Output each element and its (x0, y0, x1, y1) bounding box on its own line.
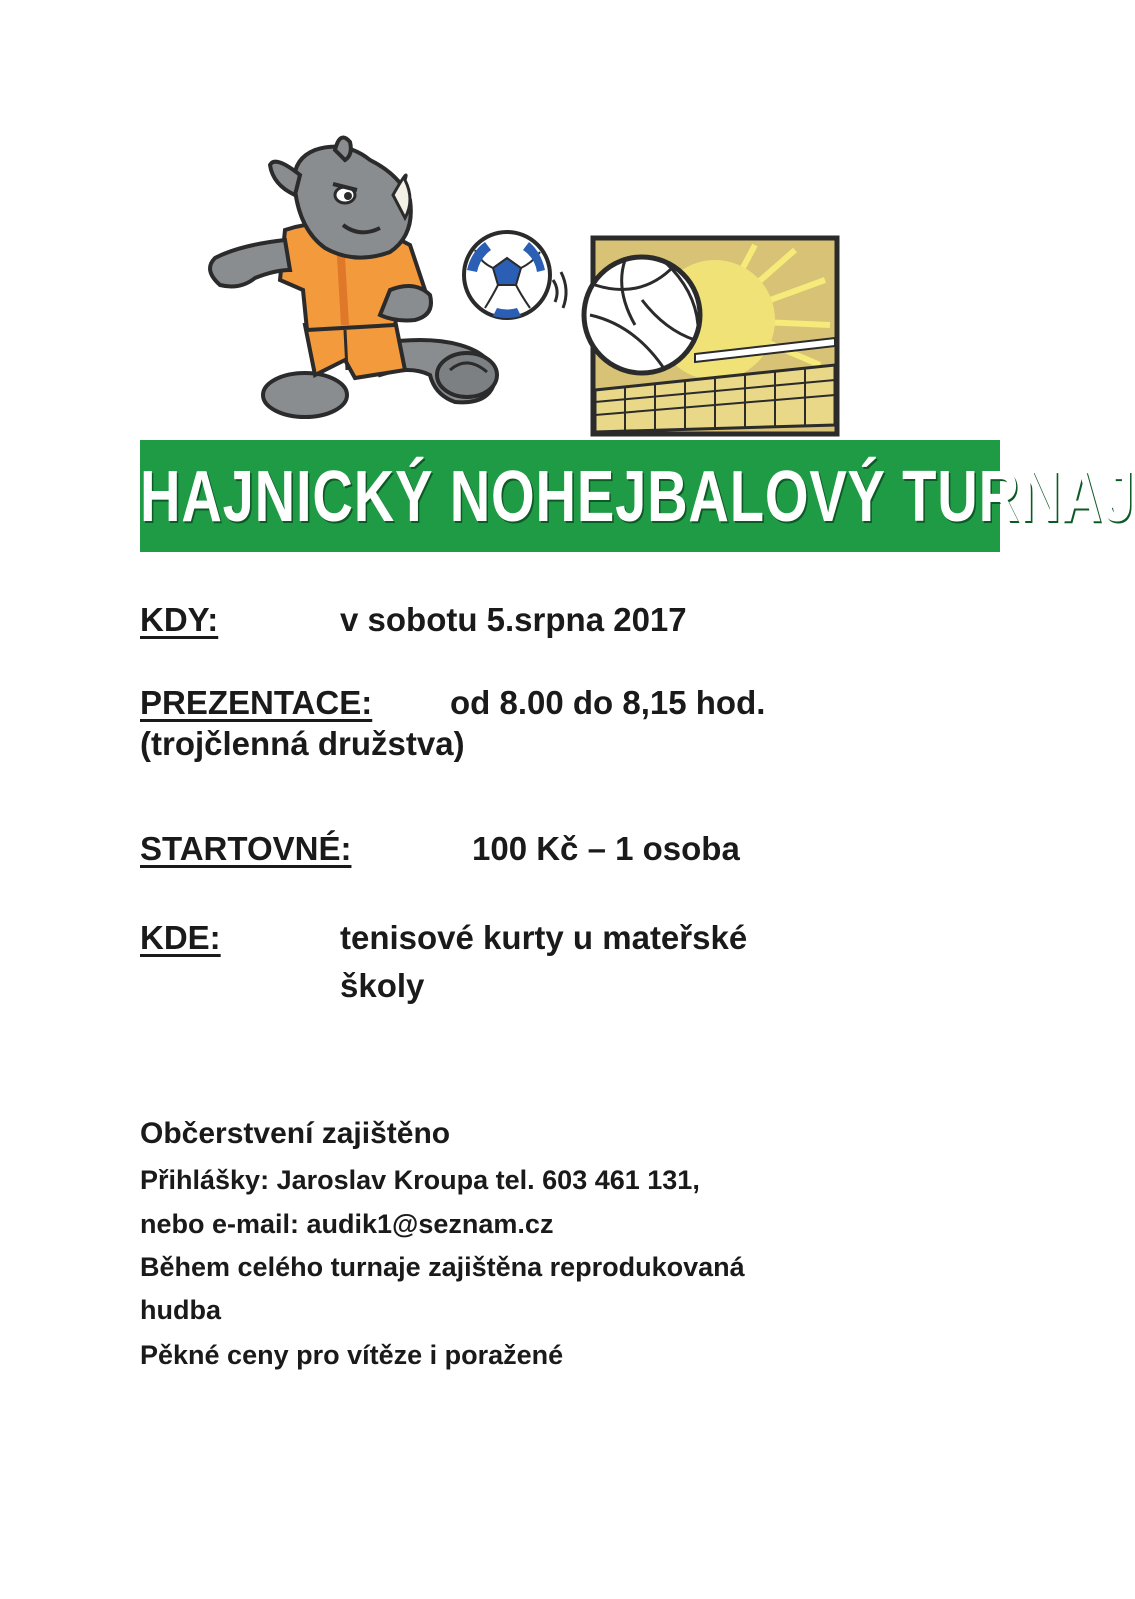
where-value-line1: tenisové kurty u mateřské (340, 919, 748, 956)
illustration (195, 140, 855, 440)
refreshments-note: Občerstvení zajištěno (140, 1117, 451, 1150)
prizes-note: Pěkné ceny pro vítěze i poražené (140, 1340, 564, 1370)
title-banner (140, 440, 1135, 552)
volleyball-net-icon (584, 238, 837, 434)
where-label: KDE: (140, 919, 221, 956)
fee-value: 100 Kč – 1 osoba (472, 830, 740, 867)
registration-label: PREZENTACE: (140, 684, 373, 721)
when-value: v sobotu 5.srpna 2017 (340, 601, 687, 638)
poster-title: HAJNICKÝ NOHEJBALOVÝ TURNAJ (140, 457, 1135, 537)
signup-line1: Přihlášky: Jaroslav Kroupa tel. 603 461 131, (140, 1165, 700, 1195)
registration-note: (trojčlenná družstva) (140, 725, 465, 762)
music-line1: Během celého turnaje zajištěna reprodukovaná (140, 1252, 745, 1282)
music-line2: hudba (140, 1295, 221, 1325)
football-icon (464, 232, 566, 318)
when-label: KDY: (140, 601, 219, 638)
fee-label: STARTOVNÉ: (140, 830, 352, 867)
where-value-line2: školy (340, 967, 425, 1004)
registration-value: od 8.00 do 8,15 hod. (450, 684, 766, 721)
signup-line2: nebo e-mail: audik1@seznam.cz (140, 1209, 554, 1239)
rhino-mascot-icon (210, 138, 497, 418)
